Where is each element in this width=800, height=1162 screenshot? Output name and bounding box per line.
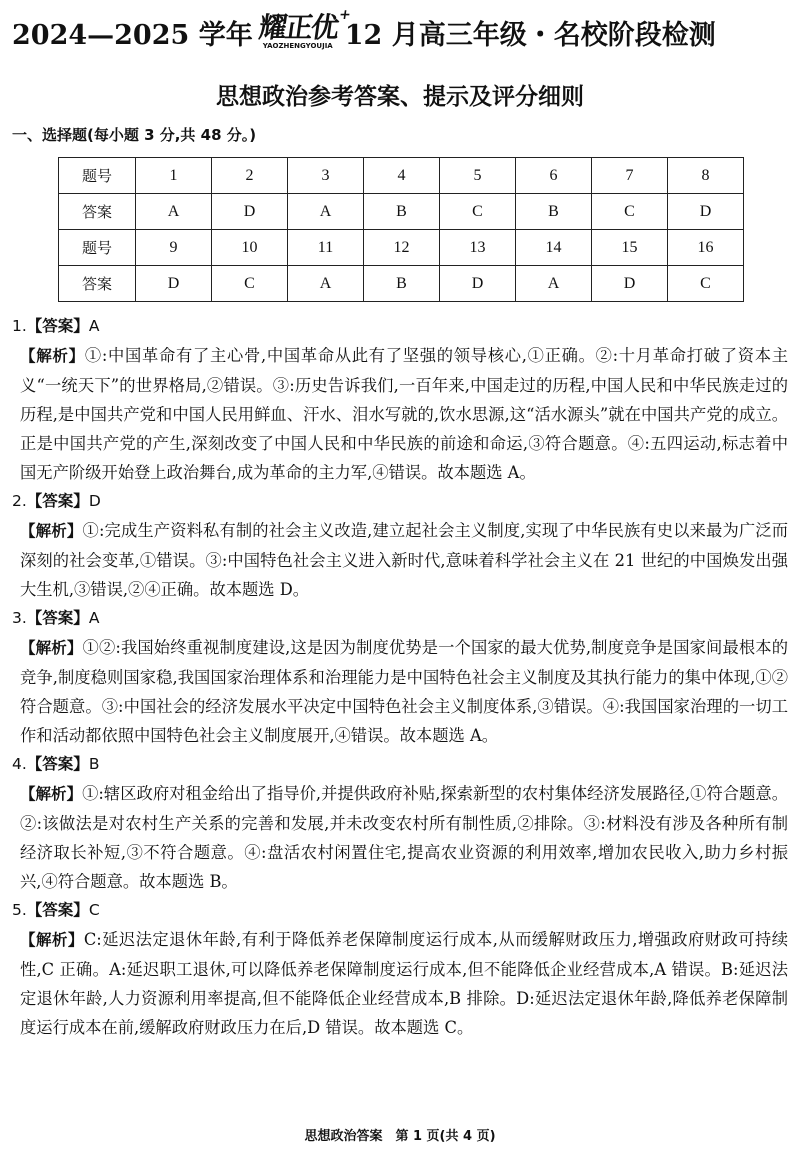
- analysis-tag: 【解析】: [20, 785, 83, 803]
- answer-tag: 【答案】: [26, 755, 89, 773]
- table-cell: 15: [592, 230, 668, 266]
- answer-tag: 【答案】: [26, 609, 89, 627]
- question-answer-line: [12, 487, 788, 516]
- table-cell: 11: [288, 230, 364, 266]
- table-cell: 5: [440, 158, 516, 194]
- table-cell: B: [364, 266, 440, 302]
- table-cell: D: [592, 266, 668, 302]
- answer-table: [58, 157, 744, 302]
- table-cell: 6: [516, 158, 592, 194]
- row-label: 题号: [59, 230, 136, 266]
- answer-row: [59, 194, 744, 230]
- answer-value: D: [88, 492, 101, 510]
- exam-header: [12, 7, 788, 52]
- analysis-paragraph: [12, 925, 788, 1042]
- answer-value: A: [88, 609, 100, 627]
- analysis-paragraph: [12, 779, 788, 896]
- table-cell: C: [592, 194, 668, 230]
- table-cell: C: [440, 194, 516, 230]
- table-cell: 10: [212, 230, 288, 266]
- analysis-text: ①:辖区政府对租金给出了指导价,并提供政府补贴,探索新型的农村集体经济发展路径,①符合题意。②:该做法是对农村生产关系的完善和发展,并未改变农村所有制性质,②排除。③:材料没有涉及各种所有制经济取长补短,③不符合题意。④:盘活农村闲置住宅,提高农业资源的利用效率,增加农民收入,助力乡村振兴,④符合题意。故本题选 B。: [20, 784, 788, 891]
- table-cell: A: [516, 266, 592, 302]
- section-heading: 一、选择题(每小题 3 分,共 48 分。): [12, 126, 257, 144]
- question-number: 4.: [12, 755, 27, 773]
- table-cell: A: [288, 266, 364, 302]
- table-cell: A: [288, 194, 364, 230]
- table-cell: C: [212, 266, 288, 302]
- table-cell: 3: [288, 158, 364, 194]
- table-cell: 9: [136, 230, 212, 266]
- table-cell: 12: [364, 230, 440, 266]
- question-answer-line: [12, 896, 788, 925]
- row-label: 题号: [59, 158, 136, 194]
- answer-value: A: [88, 317, 100, 335]
- table-cell: D: [668, 194, 744, 230]
- answer-tag: 【答案】: [26, 317, 89, 335]
- question-number: 1.: [12, 317, 27, 335]
- table-cell: 16: [668, 230, 744, 266]
- document-title: 思想政治参考答案、提示及评分细则: [216, 84, 584, 110]
- answer-tag: 【答案】: [26, 901, 89, 919]
- answer-value: B: [88, 755, 100, 773]
- analysis-text: ①:完成生产资料私有制的社会主义改造,建立起社会主义制度,实现了中华民族有史以来最为广泛而深刻的社会变革,①错误。③:中国特色社会主义进入新时代,意味着科学社会主义在 21 世纪的中国焕发出强大生机,③错误,②④正确。故本题选 D。: [20, 521, 788, 599]
- question-answer-line: [12, 750, 788, 779]
- brand-logo: [256, 7, 350, 50]
- question-number: 5.: [12, 901, 27, 919]
- question-number-row: [59, 230, 744, 266]
- logo-wordmark: 耀正优 +: [256, 7, 350, 44]
- analysis-text: C:延迟法定退休年龄,有利于降低养老保障制度运行成本,从而缓解财政压力,增强政府财政可持续性,C 正确。A:延迟职工退休,可以降低养老保障制度运行成本,但不能降低企业经营成本,A 错误。B:延迟法定退休年龄,人力资源利用率提高,但不能降低企业经营成本,B 排除。D:延迟法定退休年龄,降低养老保障制度运行成本在前,缓解政府财政压力在后,D 错误。故本题选 C。: [20, 930, 788, 1037]
- table-cell: 1: [136, 158, 212, 194]
- analysis-tag: 【解析】: [20, 639, 83, 657]
- row-label: 答案: [59, 194, 136, 230]
- answer-row: [59, 266, 744, 302]
- question-number-row: [59, 158, 744, 194]
- table-cell: D: [136, 266, 212, 302]
- question-number: 2.: [12, 492, 27, 510]
- table-cell: D: [440, 266, 516, 302]
- page-footer: 思想政治答案 第 1 页(共 4 页): [304, 1129, 496, 1144]
- answer-tag: 【答案】: [26, 492, 89, 510]
- table-cell: B: [516, 194, 592, 230]
- table-cell: B: [364, 194, 440, 230]
- exam-name: 12 月高三年级・名校阶段检测: [344, 19, 716, 51]
- explanations: [12, 312, 788, 1042]
- analysis-text: ①:中国革命有了主心骨,中国革命从此有了坚强的领导核心,①正确。②:十月革命打破了资本主义“一统天下”的世界格局,②错误。③:历史告诉我们,一百年来,中国走过的历程,中国人民和中华民族走过的历程,是中国共产党和中国人民用鲜血、汗水、泪水写就的,饮水思源,这“活水源头”就在中国共产党的成立。正是中国共产党的产生,深刻改变了中国人民和中华民族的前途和命运,③符合题意。④:五四运动,标志着中国无产阶级开始登上政治舞台,成为革命的主力军,④错误。故本题选 A。: [20, 346, 788, 482]
- school-year: 2024—2025 学年: [12, 19, 253, 51]
- table-cell: 8: [668, 158, 744, 194]
- table-cell: 13: [440, 230, 516, 266]
- table-cell: D: [212, 194, 288, 230]
- analysis-paragraph: [12, 633, 788, 750]
- question-answer-line: [12, 604, 788, 633]
- row-label: 答案: [59, 266, 136, 302]
- table-cell: 4: [364, 158, 440, 194]
- analysis-tag: 【解析】: [20, 522, 83, 540]
- question-answer-line: [12, 312, 788, 341]
- logo-plus-icon: +: [337, 7, 350, 23]
- answer-value: C: [88, 901, 100, 919]
- table-cell: 14: [516, 230, 592, 266]
- analysis-paragraph: [12, 516, 788, 604]
- question-number: 3.: [12, 609, 27, 627]
- analysis-text: ①②:我国始终重视制度建设,这是因为制度优势是一个国家的最大优势,制度竞争是国家间最根本的竞争,制度稳则国家稳,我国国家治理体系和治理能力是中国特色社会主义制度及其执行能力的集中体现,①②符合题意。③:中国社会的经济发展水平决定中国特色社会主义制度体系,③错误。④:我国国家治理的一切工作和活动都依照中国特色社会主义制度展开,④错误。故本题选 A。: [20, 638, 788, 745]
- table-cell: 2: [212, 158, 288, 194]
- table-cell: 7: [592, 158, 668, 194]
- logo-subtitle: YAOZHENGYOUJIA: [262, 42, 333, 50]
- analysis-paragraph: [12, 341, 788, 487]
- analysis-tag: 【解析】: [20, 931, 84, 949]
- analysis-tag: 【解析】: [20, 347, 85, 365]
- table-cell: A: [136, 194, 212, 230]
- table-cell: C: [668, 266, 744, 302]
